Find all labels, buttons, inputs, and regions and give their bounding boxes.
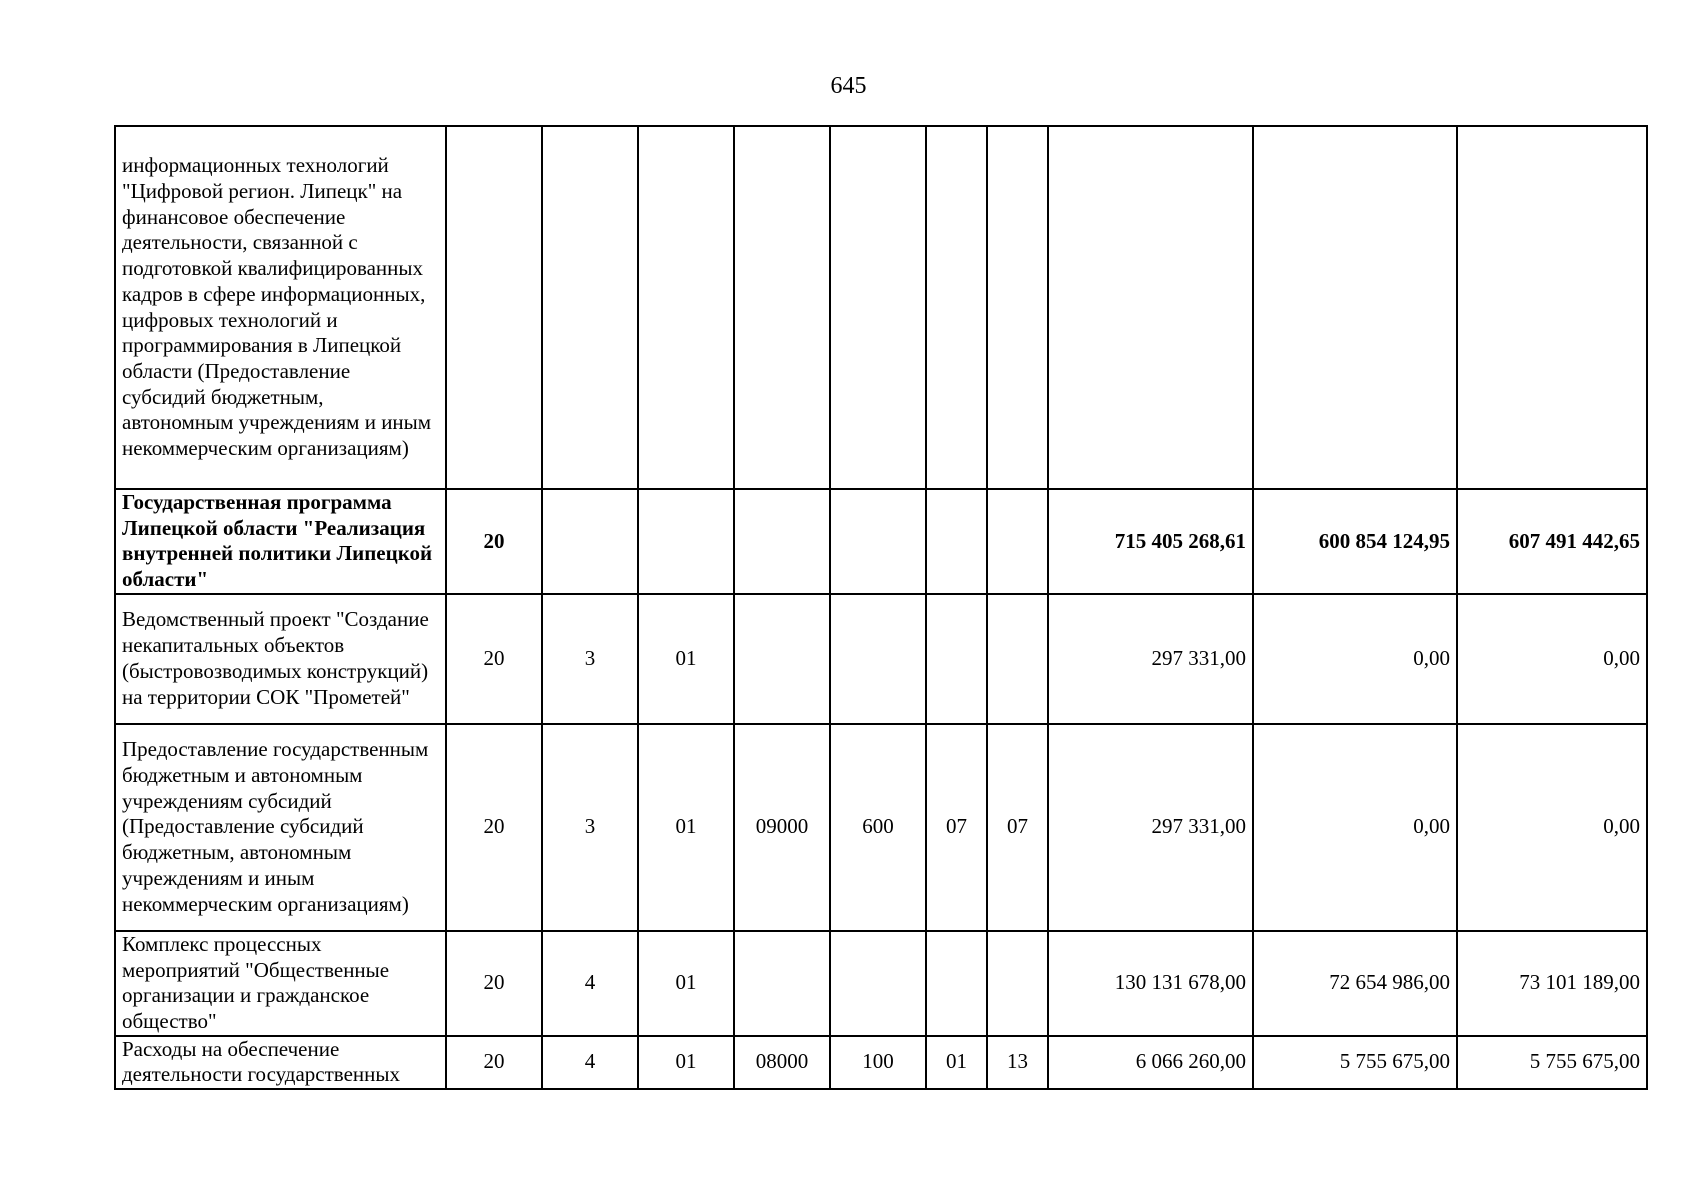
program-code-cell: 20 [446, 594, 542, 724]
subprogram-type-cell: 4 [542, 1036, 638, 1089]
expense-type-cell: 600 [830, 724, 926, 931]
structural-element-cell: 01 [638, 1036, 734, 1089]
subprogram-type-cell [542, 126, 638, 489]
table-row [115, 724, 1647, 931]
section-cell: 01 [926, 1036, 987, 1089]
sum-year-1-cell [1048, 126, 1253, 489]
direction-code-cell: 09000 [734, 724, 830, 931]
sum-year-2-cell [1253, 126, 1457, 489]
expense-type-cell [830, 594, 926, 724]
subprogram-type-cell: 3 [542, 724, 638, 931]
sum-year-3-cell: 73 101 189,00 [1457, 931, 1647, 1036]
program-code-cell: 20 [446, 724, 542, 931]
table-row [115, 594, 1647, 724]
sum-year-1-cell: 297 331,00 [1048, 724, 1253, 931]
subprogram-type-cell: 4 [542, 931, 638, 1036]
sum-year-1-cell: 130 131 678,00 [1048, 931, 1253, 1036]
subsection-cell [987, 594, 1048, 724]
program-code-cell [446, 126, 542, 489]
item-name-cell: Ведомственный проект "Создание некапитальных объектов (быстровозводимых конструкций) на территории СОК "Прометей" [115, 594, 446, 724]
subsection-cell [987, 931, 1048, 1036]
section-cell [926, 594, 987, 724]
structural-element-cell [638, 126, 734, 489]
subsection-cell [987, 489, 1048, 594]
structural-element-cell: 01 [638, 931, 734, 1036]
sum-year-2-cell: 0,00 [1253, 594, 1457, 724]
subsection-cell: 07 [987, 724, 1048, 931]
item-name-cell: Комплекс процессных мероприятий "Общественные организации и гражданское общество" [115, 931, 446, 1036]
sum-year-3-cell [1457, 126, 1647, 489]
sum-year-2-cell: 5 755 675,00 [1253, 1036, 1457, 1089]
direction-code-cell [734, 594, 830, 724]
program-code-cell: 20 [446, 489, 542, 594]
subprogram-type-cell: 3 [542, 594, 638, 724]
section-cell [926, 126, 987, 489]
sum-year-2-cell: 72 654 986,00 [1253, 931, 1457, 1036]
sum-year-3-cell: 0,00 [1457, 594, 1647, 724]
section-cell: 07 [926, 724, 987, 931]
sum-year-1-cell: 6 066 260,00 [1048, 1036, 1253, 1089]
item-name-cell: Государственная программа Липецкой области "Реализация внутренней политики Липецкой области" [115, 489, 446, 594]
expense-type-cell [830, 931, 926, 1036]
subprogram-type-cell [542, 489, 638, 594]
section-cell [926, 931, 987, 1036]
budget-table [114, 125, 1648, 1090]
sum-year-2-cell: 600 854 124,95 [1253, 489, 1457, 594]
page-number: 645 [830, 73, 867, 99]
expense-type-cell: 100 [830, 1036, 926, 1089]
direction-code-cell [734, 126, 830, 489]
subsection-cell [987, 126, 1048, 489]
program-code-cell: 20 [446, 1036, 542, 1089]
program-code-cell: 20 [446, 931, 542, 1036]
table-row [115, 931, 1647, 1036]
structural-element-cell [638, 489, 734, 594]
item-name-cell: Предоставление государственным бюджетным и автономным учреждениям субсидий (Предоставление субсидий бюджетным, автономным учреждениям и иным некоммерческим организациям) [115, 724, 446, 931]
section-cell [926, 489, 987, 594]
table-row [115, 126, 1647, 489]
direction-code-cell [734, 931, 830, 1036]
sum-year-3-cell: 0,00 [1457, 724, 1647, 931]
subsection-cell: 13 [987, 1036, 1048, 1089]
direction-code-cell [734, 489, 830, 594]
sum-year-2-cell: 0,00 [1253, 724, 1457, 931]
sum-year-3-cell: 607 491 442,65 [1457, 489, 1647, 594]
direction-code-cell: 08000 [734, 1036, 830, 1089]
item-name-cell: информационных технологий "Цифровой регион. Липецк" на финансовое обеспечение деятельности, связанной с подготовкой квалифицированных кадров в сфере информационных, цифровых технологий и программирования в Липецкой области (Предоставление субсидий бюджетным, автономным учреждениям и иным некоммерческим организациям) [115, 126, 446, 489]
expense-type-cell [830, 126, 926, 489]
expense-type-cell [830, 489, 926, 594]
item-name-cell: Расходы на обеспечение деятельности государственных [115, 1036, 446, 1089]
sum-year-3-cell: 5 755 675,00 [1457, 1036, 1647, 1089]
sum-year-1-cell: 297 331,00 [1048, 594, 1253, 724]
table-row [115, 489, 1647, 594]
structural-element-cell: 01 [638, 594, 734, 724]
sum-year-1-cell: 715 405 268,61 [1048, 489, 1253, 594]
table-row [115, 1036, 1647, 1089]
structural-element-cell: 01 [638, 724, 734, 931]
